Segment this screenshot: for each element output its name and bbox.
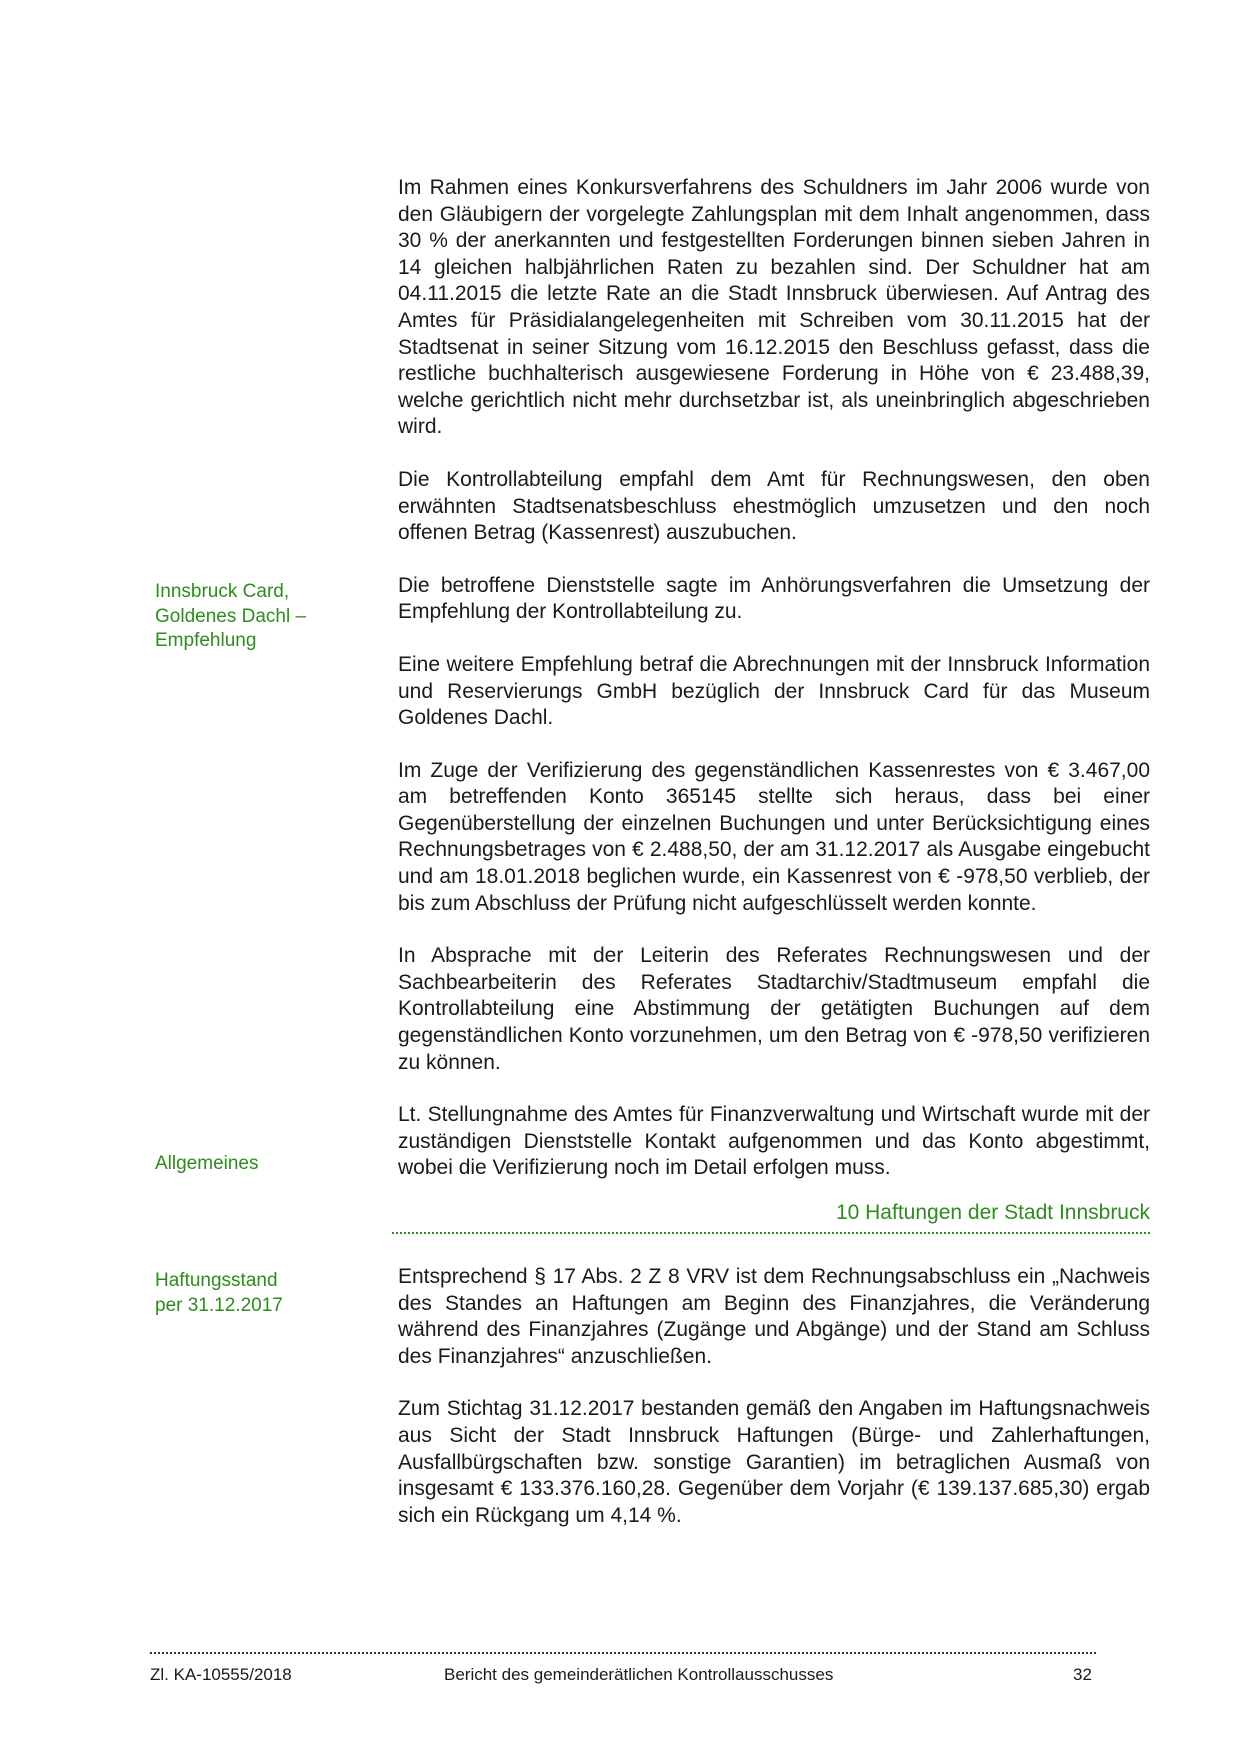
paragraph-anhoerung: Die betroffene Dienststelle sagte im Anhörungsverfahren die Umsetzung der Empfehlung der Kontrollabteilung zu. <box>398 573 1150 624</box>
side-label-allgemeines <box>155 1152 355 1177</box>
side-label-line: Empfehlung <box>155 630 257 651</box>
main-text-column <box>398 175 1150 1555</box>
side-label-line: per 31.12.2017 <box>155 1294 283 1316</box>
paragraph-verifizierung: Im Zuge der Verifizierung des gegenständlichen Kassenrestes von € 3.467,00 am betreffenden Konto 365145 stellte sich heraus, dass bei einer Gegenüberstellung der einzelnen Buchungen und unter Berücksichtigung eines Rechnungsbetrages von € 2.488,50, der am 31.12.2017 als Ausgabe eingebucht und am 18.01.2018 beglichen wurde, ein Kassenrest von € -978,50 verblieb, der bis zum Abschluss der Prüfung nicht aufgeschlüsselt werden konnte. <box>398 758 1150 915</box>
section-heading: 10 Haftungen der Stadt Innsbruck <box>392 1200 1150 1234</box>
side-label-haftungsstand <box>155 1269 355 1318</box>
paragraph-konkursverfahren: Im Rahmen eines Konkursverfahrens des Schuldners im Jahr 2006 wurde von den Gläubigern der vorgelegte Zahlungsplan mit dem Inhalt angenommen, dass 30 % der anerkannten und festgestellten Forderungen binnen sieben Jahren in 14 gleichen halbjährlichen Raten zu bezahlen sind. Der Schuldner hat am 04.11.2015 die letzte Rate an die Stadt Innsbruck überwiesen. Auf Antrag des Amtes für Präsidialangelegenheiten mit Schreiben vom 30.11.2015 hat der Stadtsenat in seiner Sitzung vom 16.12.2015 den Beschluss gefasst, dass die restliche buchhalterisch ausgewiesene Forderung in Höhe von € 23.488,39, welche gerichtlich nicht mehr durchsetzbar ist, als uneinbringlich abgeschrieben wird. <box>398 176 1150 439</box>
side-label-line: Allgemeines <box>155 1153 259 1174</box>
side-label-innsbruck-card <box>155 580 355 654</box>
paragraph-absprache: In Absprache mit der Leiterin des Referates Rechnungswesen und der Sachbearbeiterin des Referates Stadtarchiv/Stadtmuseum empfahl die Kontrollabteilung eine Abstimmung der getätigten Buchungen auf dem gegenständlichen Konto vorzunehmen, um den Betrag von € -978,50 verifizieren zu können. <box>398 944 1150 1074</box>
paragraph-empfehlung-kassenrest: Die Kontrollabteilung empfahl dem Amt für Rechnungswesen, den oben erwähnten Stadtsenatsbeschluss ehestmöglich umzusetzen und den noch offenen Betrag (Kassenrest) auszubuchen. <box>398 467 1150 545</box>
footer-reference: Zl. KA-10555/2018 <box>150 1665 292 1684</box>
footer-divider <box>150 1652 1096 1654</box>
paragraph-innsbruck-card: Eine weitere Empfehlung betraf die Abrechnungen mit der Innsbruck Information und Reservierungs GmbH bezüglich der Innsbruck Card für das Museum Goldenes Dachl. <box>398 652 1150 730</box>
paragraph-stellungnahme: Lt. Stellungnahme des Amtes für Finanzverwaltung und Wirtschaft wurde mit der zuständigen Dienststelle Kontakt aufgenommen und das Konto abgestimmt, wobei die Verifizierung noch im Detail erfolgen muss. <box>398 1103 1150 1180</box>
page-number: 32 <box>1073 1665 1092 1684</box>
side-label-line: Goldenes Dachl – <box>155 605 307 627</box>
side-label-line: Haftungsstand <box>155 1270 278 1291</box>
side-label-line: Innsbruck Card, <box>155 581 290 602</box>
footer-title: Bericht des gemeinderätlichen Kontrollausschusses <box>444 1665 834 1684</box>
paragraph-haftungsstand: Zum Stichtag 31.12.2017 bestanden gemäß den Angaben im Haftungsnachweis aus Sicht der Stadt Innsbruck Haftungen (Bürge- und Zahlerhaftungen, Ausfallbürgschaften bzw. sonstige Garantien) im betraglichen Ausmaß von insgesamt € 133.376.160,28. Gegenüber dem Vorjahr (€ 139.137.685,30) ergab sich ein Rückgang um 4,14 %. <box>398 1397 1150 1527</box>
paragraph-allgemeines: Entsprechend § 17 Abs. 2 Z 8 VRV ist dem Rechnungsabschluss ein „Nachweis des Standes an Haftungen am Beginn des Finanzjahres, die Veränderung während des Finanzjahres (Zugänge und Abgänge) und der Stand am Schluss des Finanzjahres“ anzuschließen. <box>398 1265 1150 1368</box>
